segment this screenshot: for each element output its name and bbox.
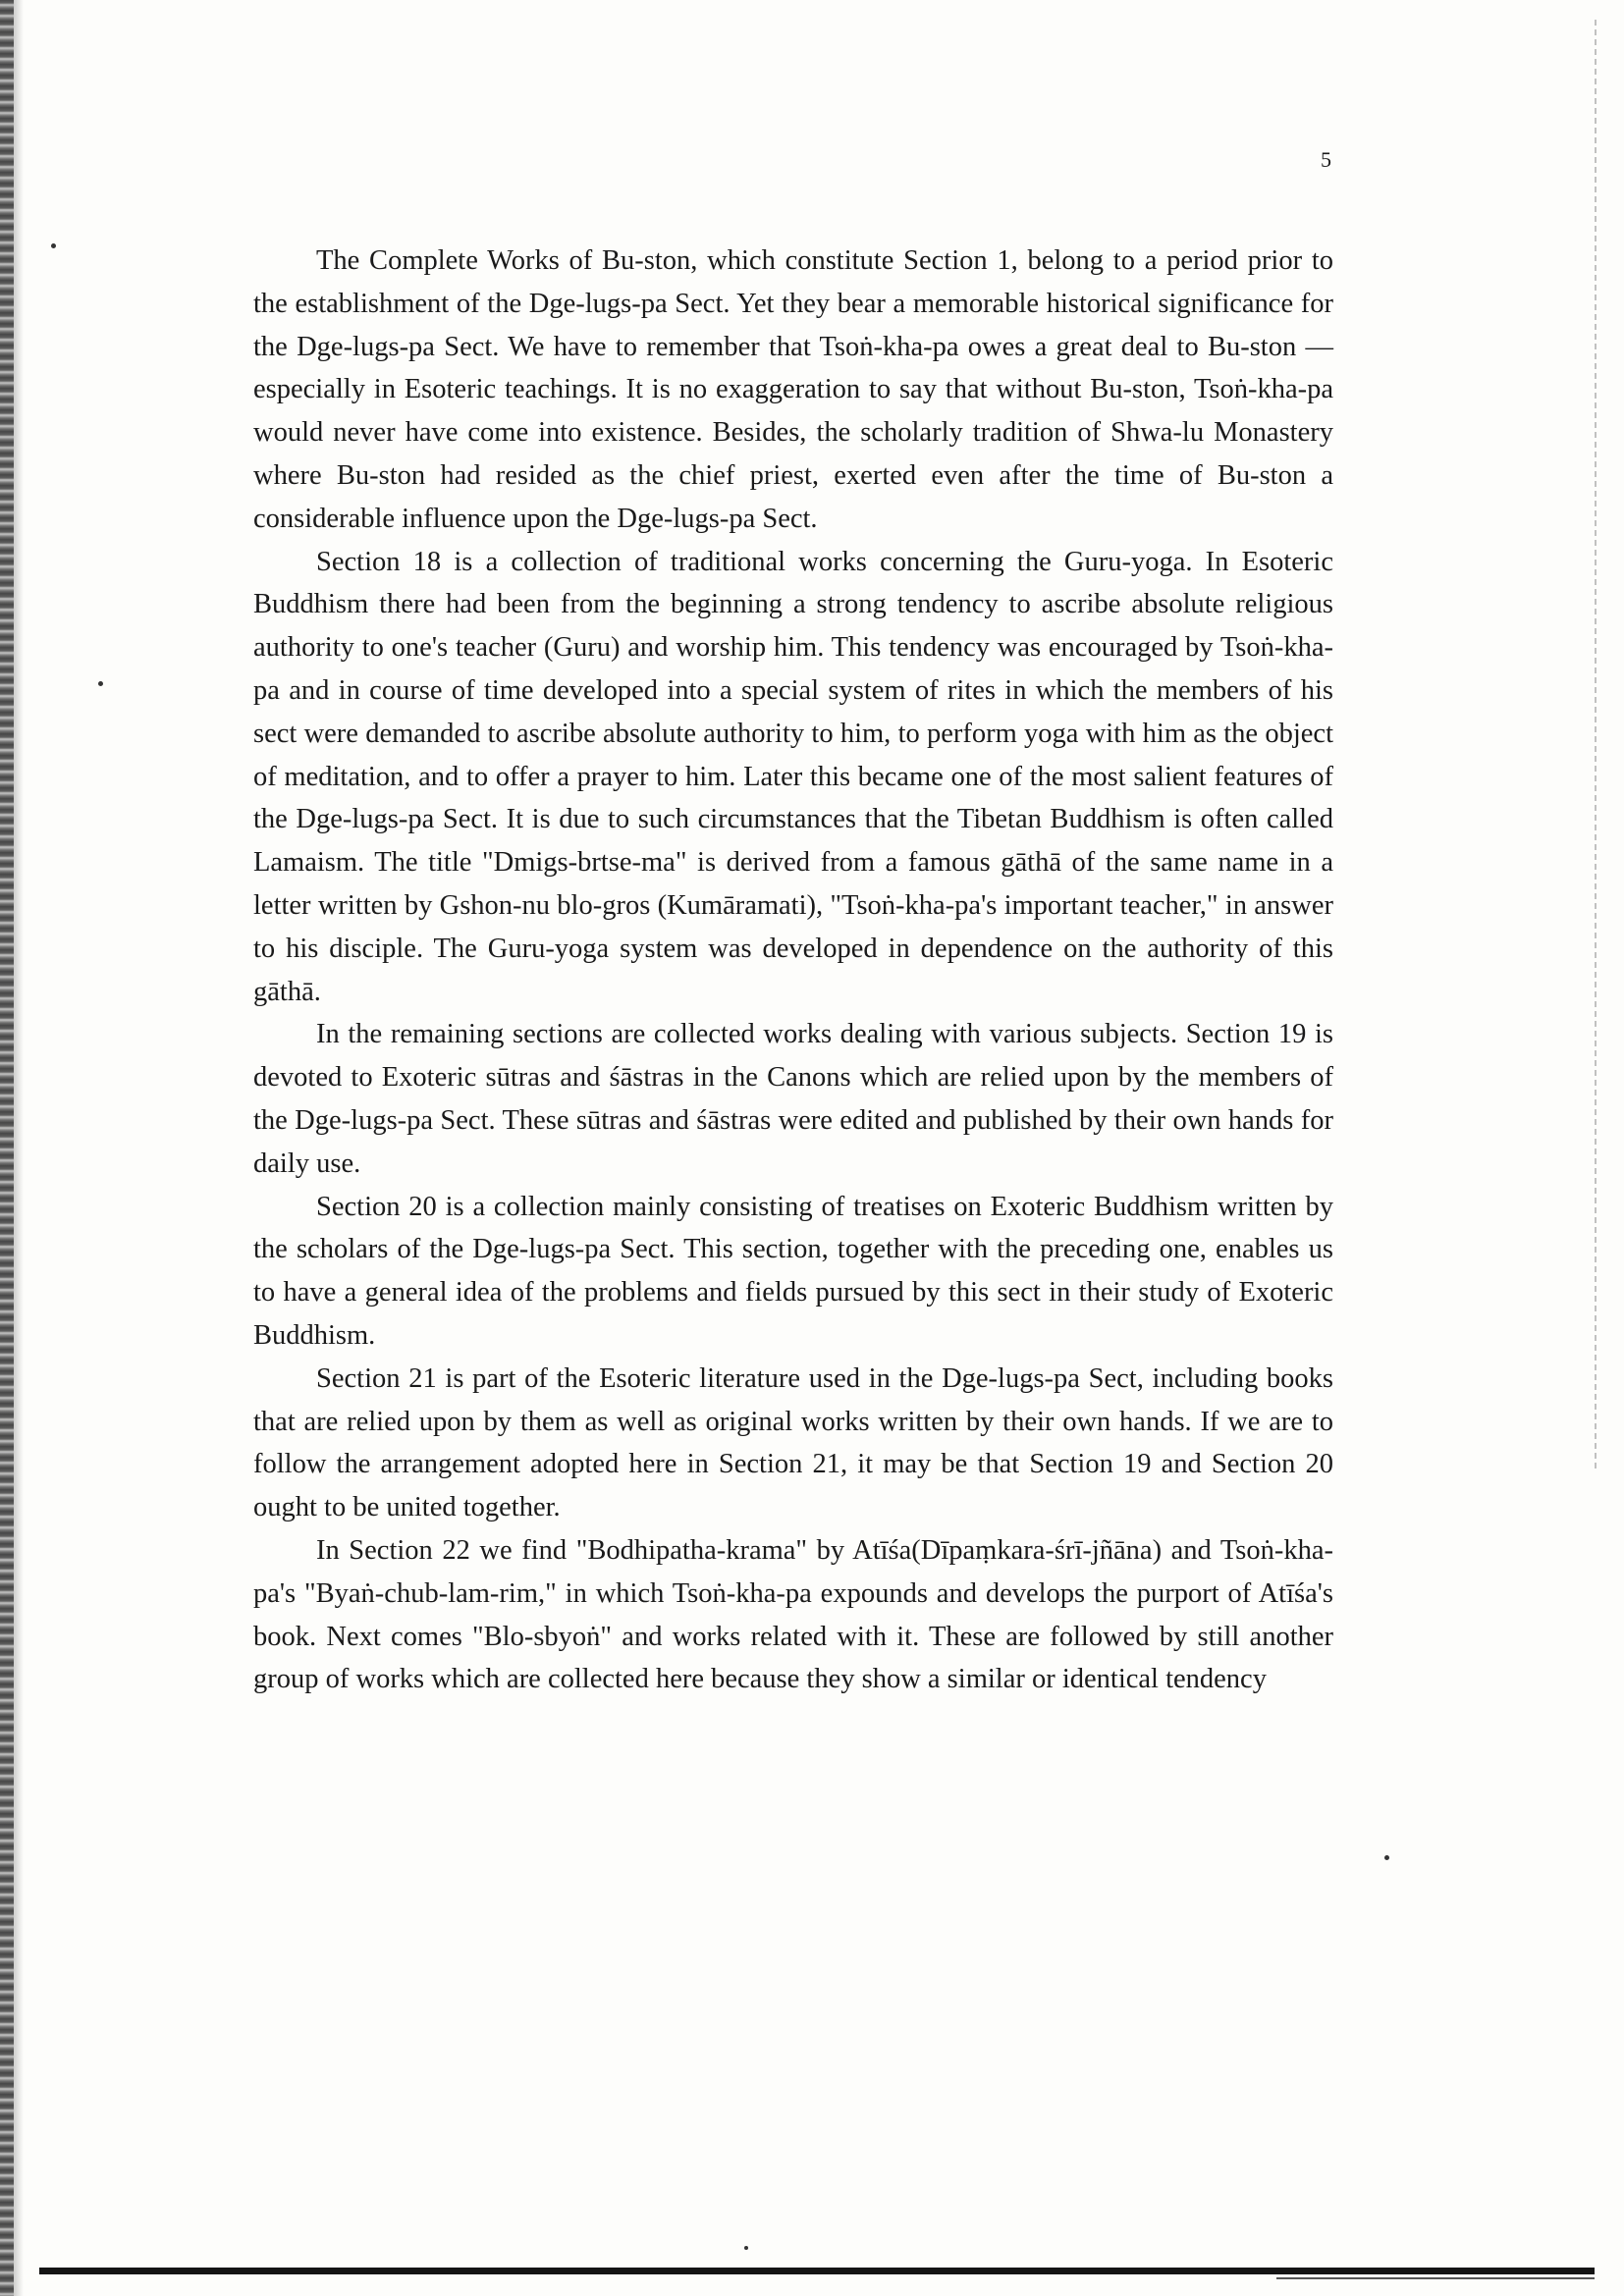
binding-edge [0, 0, 14, 2296]
right-edge-line [1595, 20, 1597, 1472]
paragraph-bu-ston: The Complete Works of Bu-ston, which constitute Section 1, belong to a period prior to the establishment of the Dge-lugs-pa Sect. Yet they bear a memorable historical significance for the Dge-lugs-pa Sect. We have to remember that Tsoṅ-kha-pa owes a great deal to Bu-ston — especially in Esoteric teachings. It is no exaggeration to say that without Bu-ston, Tsoṅ-kha-pa would never have come into existence. Besides, the scholarly tradition of Shwa-lu Monastery where Bu-ston had resided as the chief priest, exerted even after the time of Bu-ston a considerable influence upon the Dge-lugs-pa Sect. [253, 245, 1333, 534]
bottom-scan-rule-thin [1276, 2277, 1595, 2279]
paragraph-section-20: Section 20 is a collection mainly consisting of treatises on Exoteric Buddhism written by the scholars of the Dge-lugs-pa Sect. This section, together with the preceding one, enables us to have a general idea of the problems and fields pursued by this sect in their study of Exoteric Buddhism. [253, 1191, 1333, 1351]
paragraph-section-22: In Section 22 we find "Bodhipatha-krama" by Atīśa(Dīpaṃkara-śrī-jñāna) and Tsoṅ-kha-pa's "Byaṅ-chub-lam-rim," in which Tsoṅ-kha-pa expounds and develops the purport of Atīśa's book. Next comes "Blo-sbyoṅ" and works related with it. These are followed by still another group of works which are collected here because they show a similar or identical tendency [253, 1534, 1333, 1695]
scan-speck [1384, 1855, 1389, 1860]
paragraph-section-18: Section 18 is a collection of traditional works concerning the Guru-yoga. In Esoteric Buddhism there had been from the beginning a strong tendency to ascribe absolute religious authority to one's teacher (Guru) and worship him. This tendency was encouraged by Tsoṅ-kha-pa and in course of time developed into a special system of rites in which the members of his sect were demanded to ascribe absolute authority to him, to perform yoga with him as the object of meditation, and to offer a prayer to him. Later this became one of the most salient features of the Dge-lugs-pa Sect. It is due to such circumstances that the Tibetan Buddhism is often called Lamaism. The title "Dmigs-brtse-ma" is derived from a famous gāthā of the same name in a letter written by Gshon-nu blo-gros (Kumāramati), "Tsoṅ-kha-pa's important teacher," in answer to his disciple. The Guru-yoga system was developed in dependence on the authority of this gāthā. [253, 546, 1333, 1007]
bottom-scan-rule [39, 2268, 1595, 2274]
scan-speck [98, 681, 103, 686]
binding-edge-shadow [14, 0, 24, 2296]
scan-speck [51, 243, 56, 248]
scan-speck [744, 2246, 748, 2250]
body-text [253, 240, 1333, 1701]
paragraph-section-19: In the remaining sections are collected works dealing with various subjects. Section 19 is devoted to Exoteric sūtras and śāstras in the Canons which are relied upon by the members of the Dge-lugs-pa Sect. These sūtras and śāstras were edited and published by their own hands for daily use. [253, 1019, 1333, 1179]
paragraph-section-21: Section 21 is part of the Esoteric literature used in the Dge-lugs-pa Sect, including books that are relied upon by them as well as original works written by their own hands. If we are to follow the arrangement adopted here in Section 21, it may be that Section 19 and Section 20 ought to be united together. [253, 1362, 1333, 1523]
page-number: 5 [1321, 147, 1332, 172]
